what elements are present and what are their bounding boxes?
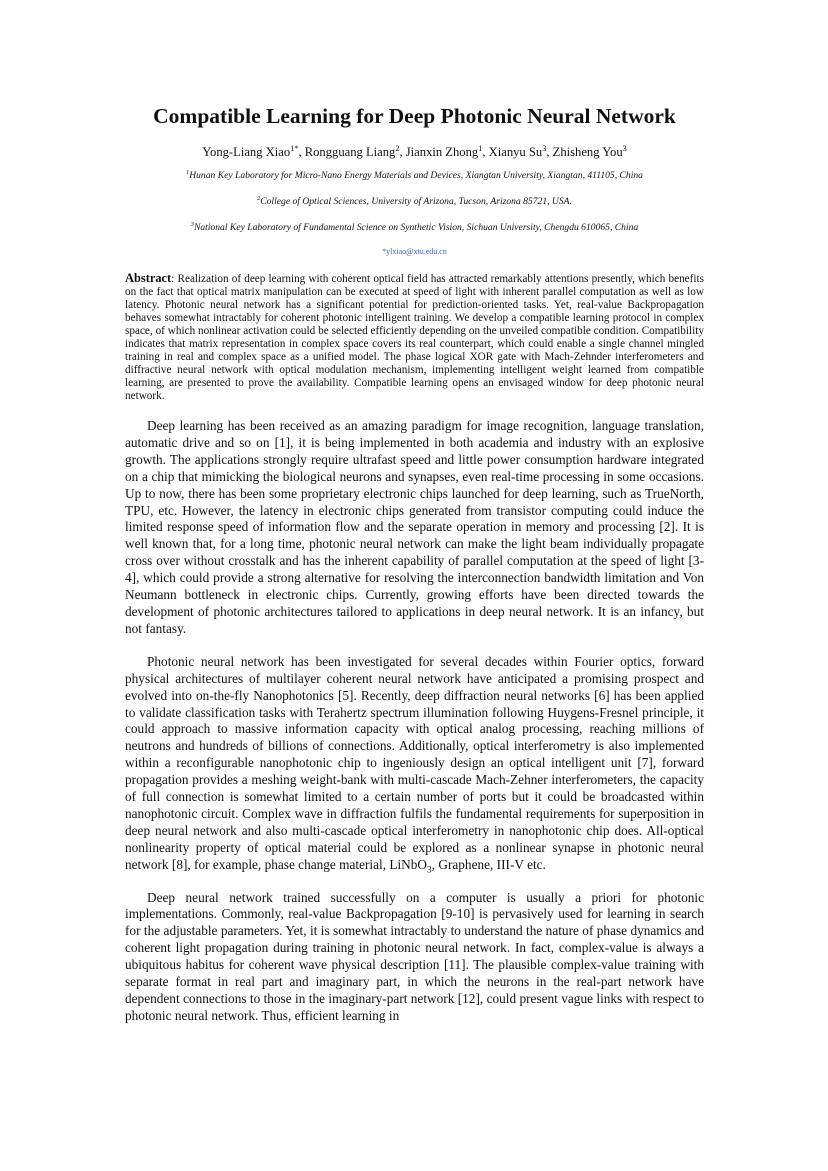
abstract-label: Abstract [125, 271, 172, 285]
author-name: Jianxin Zhong [405, 145, 479, 159]
paragraph-text-tail: , Graphene, III-V etc. [431, 856, 546, 872]
author-affil-mark: 2 [395, 143, 400, 153]
abstract-text: : Realization of deep learning with coherent optical field has attracted remarkably attentions presently, which benefits on the fact that optical matrix manipulation can be executed at speed of light with inherent parallel computation as well as low latency. Photonic neural network has a significant potential for prediction-oriented tasks. Yet, real-value Backpropagation behaves somewhat intractably for coherent photonic intelligent training. We develop a compatible learning protocol in complex space, of which nonlinear activation could be selected efficiently depending on the unveiled compatible condition. Compatibility indicates that matrix representation in complex space covers its real counterpart, which could enable a single channel mingled training in real and complex space as a unified model. The phase logical XOR gate with Mach-Zehnder interferometers and diffractive neural network with optical modulation mechanism, implementing intelligent weight learned from compatible learning, are presented to prove the availability. Compatible learning opens an envisaged window for deep photonic neural network. [125, 273, 704, 402]
body-paragraph-1: Deep learning has been received as an amazing paradigm for image recognition, language translation, automatic drive and so on [1], it is being implemented in both academia and industry with an explosive growth. The applications strongly require ultrafast speed and little power consumption hardware integrated on a chip that mimicking the biological neurons and synapses, even real-time processing in some occasions. Up to now, there has been some proprietary electronic chips launched for deep learning, such as TrueNorth, TPU, etc. However, the latency in electronic chips generated from transistor computing could induce the limited response speed of information flow and the separate operation in memory and processing [2]. It is well known that, for a long time, photonic neural network can make the light beam individually propagate cross over without crosstalk and has the inherent capability of parallel computation at the speed of light [3-4], which could provide a strong alternative for resolving the interconnection bandwidth limitation and Von Neumann bottleneck in electronic chips. Currently, growing efforts have been directed towards the development of photonic architectures tailored to applications in deep neural network. It is an infancy, but not fantasy. [125, 418, 704, 636]
abstract [125, 272, 704, 403]
author-affil-mark: 3 [542, 143, 547, 153]
affiliation-text: Hunan Key Laboratory for Micro-Nano Energy Materials and Devices, Xiangtan University, Xiangtan, 411105, China [189, 170, 643, 181]
subscript: 3 [427, 865, 432, 876]
affiliation-mark: 2 [257, 194, 261, 202]
author-affil-mark: 1* [290, 143, 299, 153]
affiliation-3 [125, 221, 704, 234]
corresponding-email[interactable]: *ylxiao@xtu.edu.cn [382, 247, 447, 256]
author-name: Xianyu Su [488, 145, 543, 159]
body-paragraph-2 [125, 654, 704, 874]
author-separator: , [399, 145, 406, 159]
paper-title: Compatible Learning for Deep Photonic Neural Network [153, 104, 676, 128]
author-separator: , [298, 145, 305, 159]
author-affil-mark: 1 [478, 143, 483, 153]
affiliation-mark: 1 [186, 168, 190, 176]
paragraph-text: Photonic neural network has been investigated for several decades within Fourier optics, forward physical architectures of multilayer coherent neural network have anticipated a promising prospect and evolved into on-the-fly Nanophotonics [5]. Recently, deep diffraction neural networks [6] has been applied to validate classification tasks with Terahertz spectrum illumination following Huygens-Fresnel principle, it could approach to massive information capacity with optical analog processing, reaching millions of neutrons and hundreds of billions of connections. Additionally, optical interferometry is also implemented within a reconfigurable nanophotonic chip to ingeniously design an optical intelligent unit [7], forward propagation provides a meshing weight-bank with multi-cascade Mach-Zehner interferometers, the capacity of full connection is somewhat limited to a certain number of ports but it could be broadcasted within nanophotonic circuit. Complex wave in diffraction fulfils the fundamental requirements for superposition in deep neural network and also multi-cascade optical interferometry in nanophotonic chip does. All-optical nonlinearity property of optical material could be explored as a nonlinear synapse in photonic neural network [8], for example, phase change material, LiNbO [125, 653, 704, 872]
affiliation-text: National Key Laboratory of Fundamental Science on Synthetic Vision, Sichuan University, Chengdu 610065, China [193, 222, 639, 233]
affiliation-mark: 3 [190, 220, 194, 228]
author-name: Rongguang Liang [304, 145, 396, 159]
author-separator: , [546, 145, 553, 159]
affiliation-2 [125, 195, 704, 208]
affiliation-text: College of Optical Sciences, University of Arizona, Tucson, Arizona 85721, USA. [260, 196, 572, 207]
author-affil-mark: 3 [622, 143, 627, 153]
author-name: Yong-Liang Xiao [202, 145, 291, 159]
author-separator: , [482, 145, 489, 159]
author-line [125, 144, 704, 160]
affiliation-1 [125, 169, 704, 182]
body-paragraph-3: Deep neural network trained successfully on a computer is usually a priori for photonic implementations. Commonly, real-value Backpropagation [9-10] is pervasively used for learning in search for the adjustable parameters. Yet, it is somewhat intractably to understand the nature of phase dynamics and coherent light propagation during training in photonic neural network. In fact, complex-value is always a ubiquitous habitus for coherent wave physical description [11]. The plausible complex-value training with separate format in real part and imaginary part, in which the neurons in the real-part network have dependent connections to those in the imaginary-part network [12], could present vague links with respect to photonic neural network. Thus, efficient learning in [125, 889, 704, 1023]
author-name: Zhisheng You [552, 145, 623, 159]
